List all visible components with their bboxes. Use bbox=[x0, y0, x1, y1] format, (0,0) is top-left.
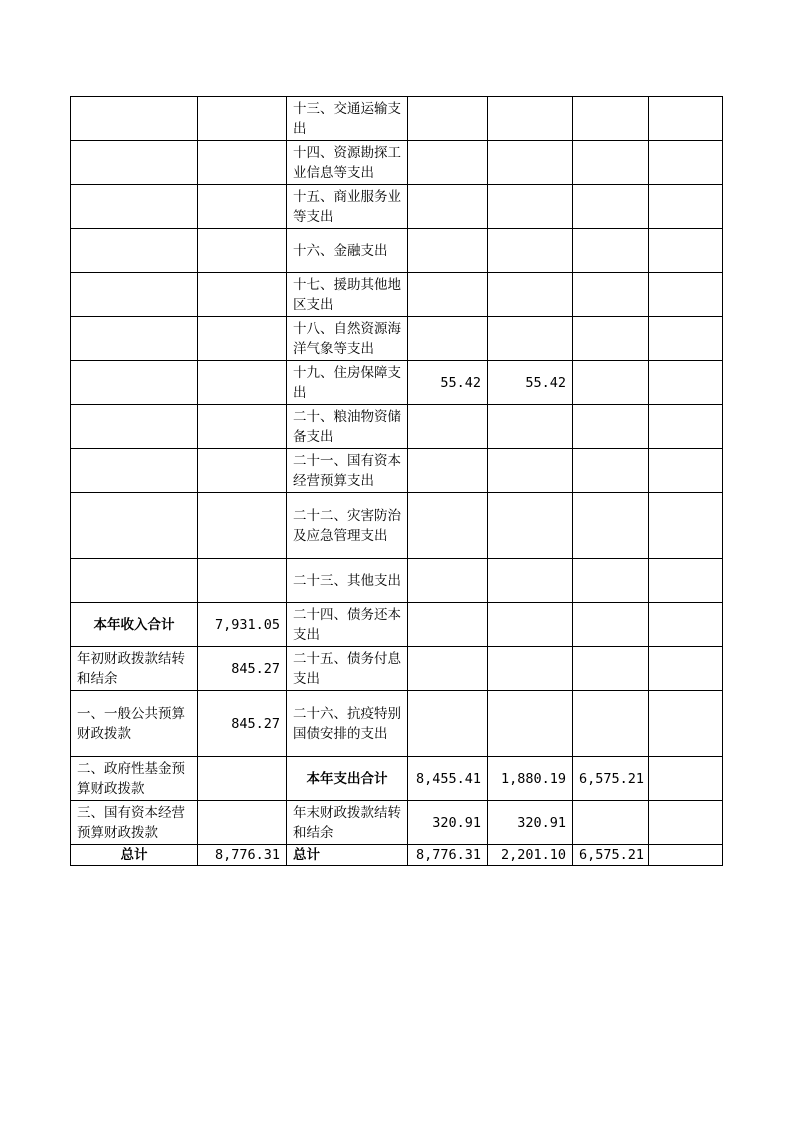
expense-label-cell: 二十三、其他支出 bbox=[287, 559, 408, 603]
expense-total-cell bbox=[408, 559, 488, 603]
expense-fund-budget-cell: 6,575.21 bbox=[573, 757, 649, 801]
expense-total-cell: 55.42 bbox=[408, 361, 488, 405]
expense-fund-budget-cell bbox=[573, 185, 649, 229]
expense-fund-budget-cell bbox=[573, 361, 649, 405]
expense-general-budget-cell bbox=[488, 229, 573, 273]
expense-fund-budget-cell bbox=[573, 559, 649, 603]
expense-total-cell bbox=[408, 97, 488, 141]
expense-general-budget-cell bbox=[488, 603, 573, 647]
expense-general-budget-cell bbox=[488, 559, 573, 603]
expense-label-cell: 十五、商业服务业等支出 bbox=[287, 185, 408, 229]
expense-label-cell: 二十五、债务付息支出 bbox=[287, 647, 408, 691]
table-row bbox=[71, 185, 723, 229]
expense-general-budget-cell bbox=[488, 449, 573, 493]
income-label-cell bbox=[71, 141, 198, 185]
table-row bbox=[71, 229, 723, 273]
expense-general-budget-cell: 2,201.10 bbox=[488, 845, 573, 866]
income-amount-cell: 845.27 bbox=[198, 691, 287, 757]
expense-total-cell bbox=[408, 493, 488, 559]
income-label-cell bbox=[71, 493, 198, 559]
expense-total-cell bbox=[408, 691, 488, 757]
expense-fund-budget-cell bbox=[573, 97, 649, 141]
expense-state-capital-cell bbox=[649, 229, 723, 273]
table-row bbox=[71, 559, 723, 603]
expense-fund-budget-cell bbox=[573, 405, 649, 449]
table-row bbox=[71, 141, 723, 185]
expense-fund-budget-cell bbox=[573, 493, 649, 559]
income-label-cell bbox=[71, 97, 198, 141]
expense-total-cell: 320.91 bbox=[408, 801, 488, 845]
expense-general-budget-cell bbox=[488, 97, 573, 141]
expense-fund-budget-cell: 6,575.21 bbox=[573, 845, 649, 866]
expense-state-capital-cell bbox=[649, 691, 723, 757]
income-amount-cell bbox=[198, 273, 287, 317]
expense-label-cell: 总计 bbox=[287, 845, 408, 866]
expense-general-budget-cell: 55.42 bbox=[488, 361, 573, 405]
expense-fund-budget-cell bbox=[573, 141, 649, 185]
expense-general-budget-cell bbox=[488, 493, 573, 559]
income-amount-cell bbox=[198, 493, 287, 559]
income-label-cell bbox=[71, 273, 198, 317]
expense-state-capital-cell bbox=[649, 647, 723, 691]
income-amount-cell bbox=[198, 141, 287, 185]
expense-state-capital-cell bbox=[649, 757, 723, 801]
expense-fund-budget-cell bbox=[573, 801, 649, 845]
income-amount-cell: 8,776.31 bbox=[198, 845, 287, 866]
expense-state-capital-cell bbox=[649, 449, 723, 493]
expense-total-cell: 8,776.31 bbox=[408, 845, 488, 866]
expense-fund-budget-cell bbox=[573, 691, 649, 757]
income-amount-cell bbox=[198, 405, 287, 449]
table-row bbox=[71, 757, 723, 801]
budget-table bbox=[70, 96, 723, 866]
expense-total-cell bbox=[408, 229, 488, 273]
table-row bbox=[71, 691, 723, 757]
income-amount-cell bbox=[198, 801, 287, 845]
expense-general-budget-cell bbox=[488, 185, 573, 229]
expense-label-cell: 十三、交通运输支出 bbox=[287, 97, 408, 141]
expense-general-budget-cell bbox=[488, 273, 573, 317]
expense-general-budget-cell: 1,880.19 bbox=[488, 757, 573, 801]
expense-state-capital-cell bbox=[649, 273, 723, 317]
expense-general-budget-cell: 320.91 bbox=[488, 801, 573, 845]
income-amount-cell bbox=[198, 757, 287, 801]
table-row bbox=[71, 361, 723, 405]
expense-fund-budget-cell bbox=[573, 273, 649, 317]
expense-state-capital-cell bbox=[649, 361, 723, 405]
income-label-cell bbox=[71, 229, 198, 273]
table-row bbox=[71, 801, 723, 845]
income-label-cell: 二、政府性基金预算财政拨款 bbox=[71, 757, 198, 801]
table-row bbox=[71, 97, 723, 141]
expense-state-capital-cell bbox=[649, 603, 723, 647]
income-amount-cell bbox=[198, 559, 287, 603]
expense-fund-budget-cell bbox=[573, 317, 649, 361]
expense-total-cell bbox=[408, 405, 488, 449]
income-amount-cell bbox=[198, 229, 287, 273]
expense-total-cell bbox=[408, 317, 488, 361]
table-row bbox=[71, 449, 723, 493]
income-label-cell: 一、一般公共预算财政拨款 bbox=[71, 691, 198, 757]
income-amount-cell: 7,931.05 bbox=[198, 603, 287, 647]
expense-label-cell: 十八、自然资源海洋气象等支出 bbox=[287, 317, 408, 361]
income-amount-cell bbox=[198, 361, 287, 405]
expense-label-cell: 十九、住房保障支出 bbox=[287, 361, 408, 405]
expense-state-capital-cell bbox=[649, 317, 723, 361]
income-label-cell: 本年收入合计 bbox=[71, 603, 198, 647]
expense-total-cell bbox=[408, 449, 488, 493]
income-label-cell bbox=[71, 559, 198, 603]
income-amount-cell bbox=[198, 449, 287, 493]
income-label-cell bbox=[71, 405, 198, 449]
income-label-cell bbox=[71, 449, 198, 493]
income-label-cell bbox=[71, 361, 198, 405]
table-row bbox=[71, 493, 723, 559]
expense-total-cell bbox=[408, 141, 488, 185]
expense-general-budget-cell bbox=[488, 317, 573, 361]
expense-label-cell: 二十、粮油物资储备支出 bbox=[287, 405, 408, 449]
table-row bbox=[71, 603, 723, 647]
expense-total-cell bbox=[408, 273, 488, 317]
expense-label-cell: 本年支出合计 bbox=[287, 757, 408, 801]
income-label-cell: 年初财政拨款结转和结余 bbox=[71, 647, 198, 691]
expense-fund-budget-cell bbox=[573, 603, 649, 647]
expense-label-cell: 二十二、灾害防治及应急管理支出 bbox=[287, 493, 408, 559]
income-label-cell bbox=[71, 317, 198, 361]
table-row bbox=[71, 317, 723, 361]
table-row bbox=[71, 273, 723, 317]
income-amount-cell: 845.27 bbox=[198, 647, 287, 691]
table-row bbox=[71, 405, 723, 449]
expense-general-budget-cell bbox=[488, 647, 573, 691]
table-row bbox=[71, 647, 723, 691]
expense-label-cell: 十七、援助其他地区支出 bbox=[287, 273, 408, 317]
expense-state-capital-cell bbox=[649, 801, 723, 845]
expense-state-capital-cell bbox=[649, 141, 723, 185]
income-label-cell: 三、国有资本经营预算财政拨款 bbox=[71, 801, 198, 845]
expense-state-capital-cell bbox=[649, 845, 723, 866]
expense-state-capital-cell bbox=[649, 493, 723, 559]
expense-state-capital-cell bbox=[649, 185, 723, 229]
expense-general-budget-cell bbox=[488, 141, 573, 185]
expense-general-budget-cell bbox=[488, 691, 573, 757]
expense-total-cell bbox=[408, 185, 488, 229]
table-row bbox=[71, 845, 723, 866]
expense-total-cell bbox=[408, 603, 488, 647]
expense-label-cell: 十四、资源勘探工业信息等支出 bbox=[287, 141, 408, 185]
expense-label-cell: 二十一、国有资本经营预算支出 bbox=[287, 449, 408, 493]
expense-total-cell bbox=[408, 647, 488, 691]
expense-total-cell: 8,455.41 bbox=[408, 757, 488, 801]
expense-general-budget-cell bbox=[488, 405, 573, 449]
expense-fund-budget-cell bbox=[573, 449, 649, 493]
income-label-cell: 总计 bbox=[71, 845, 198, 866]
income-amount-cell bbox=[198, 317, 287, 361]
expense-fund-budget-cell bbox=[573, 229, 649, 273]
income-label-cell bbox=[71, 185, 198, 229]
expense-label-cell: 年末财政拨款结转和结余 bbox=[287, 801, 408, 845]
expense-state-capital-cell bbox=[649, 405, 723, 449]
expense-label-cell: 二十六、抗疫特别国债安排的支出 bbox=[287, 691, 408, 757]
expense-state-capital-cell bbox=[649, 559, 723, 603]
expense-fund-budget-cell bbox=[573, 647, 649, 691]
expense-label-cell: 二十四、债务还本支出 bbox=[287, 603, 408, 647]
expense-label-cell: 十六、金融支出 bbox=[287, 229, 408, 273]
expense-state-capital-cell bbox=[649, 97, 723, 141]
income-amount-cell bbox=[198, 185, 287, 229]
income-amount-cell bbox=[198, 97, 287, 141]
